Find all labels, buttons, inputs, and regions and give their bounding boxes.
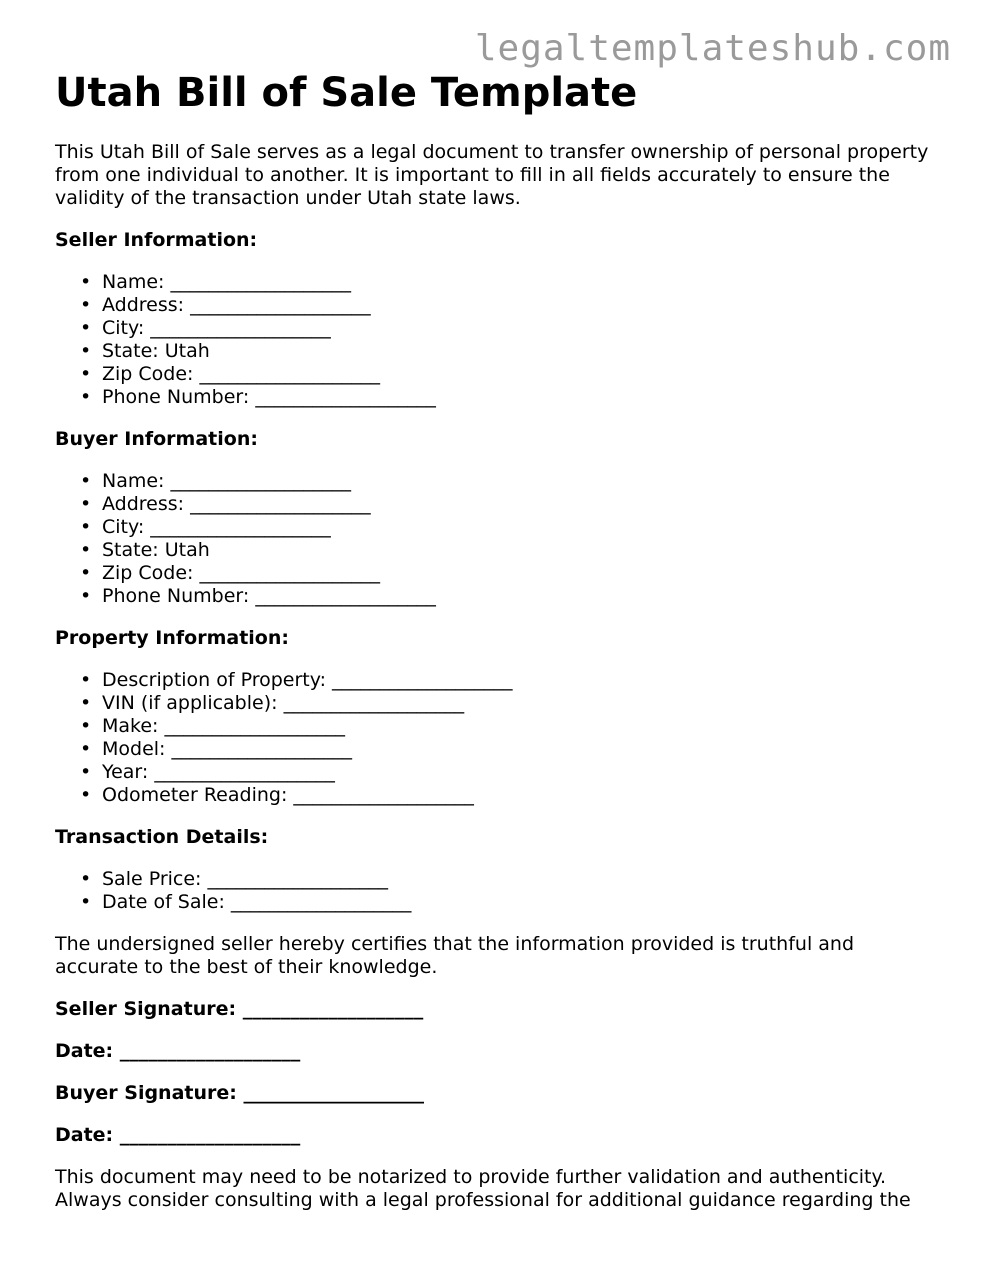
- buyer-name-field: • Name: ___________________: [102, 470, 935, 493]
- seller-address-field: • Address: ___________________: [102, 294, 935, 317]
- seller-name-field: • Name: ___________________: [102, 271, 935, 294]
- closing-paragraph: This document may need to be notarized to provide further validation and authenticity. Always consider consulting with a legal professional for additional guidance regarding the: [55, 1166, 911, 1211]
- sale-price-field: • Sale Price: ___________________: [102, 868, 935, 891]
- transaction-list: [55, 868, 935, 914]
- property-vin-field: • VIN (if applicable): ___________________: [102, 692, 935, 715]
- property-year-field: • Year: ___________________: [102, 761, 935, 784]
- seller-state-field: • State: Utah: [102, 340, 935, 363]
- buyer-city-field: • City: ___________________: [102, 516, 935, 539]
- property-heading: Property Information:: [55, 627, 289, 649]
- buyer-phone-field: • Phone Number: ___________________: [102, 585, 935, 608]
- seller-zip-field: • Zip Code: ___________________: [102, 363, 935, 386]
- seller-phone-field: • Phone Number: ___________________: [102, 386, 935, 409]
- property-make-field: • Make: ___________________: [102, 715, 935, 738]
- seller-heading: Seller Information:: [55, 229, 258, 251]
- page-title: Utah Bill of Sale Template: [55, 70, 638, 116]
- sale-date-field: • Date of Sale: ___________________: [102, 891, 935, 914]
- buyer-address-field: • Address: ___________________: [102, 493, 935, 516]
- property-odometer-field: • Odometer Reading: ___________________: [102, 784, 935, 807]
- buyer-zip-field: • Zip Code: ___________________: [102, 562, 935, 585]
- transaction-heading: Transaction Details:: [55, 826, 269, 848]
- buyer-list: [55, 470, 935, 608]
- document-body: [55, 68, 935, 1212]
- intro-paragraph: This Utah Bill of Sale serves as a legal document to transfer ownership of personal property from one individual to another. It is important to fill in all fields accurately to ensure the validity of the transaction under Utah state laws.: [55, 141, 929, 209]
- watermark: legaltemplateshub.com: [474, 28, 951, 69]
- buyer-signature-line: Buyer Signature: ___________________: [55, 1082, 424, 1104]
- property-model-field: • Model: ___________________: [102, 738, 935, 761]
- buyer-date-line: Date: ___________________: [55, 1124, 301, 1146]
- buyer-state-field: • State: Utah: [102, 539, 935, 562]
- buyer-heading: Buyer Information:: [55, 428, 258, 450]
- certification-paragraph: The undersigned seller hereby certifies that the information provided is truthful and accurate to the best of their knowledge.: [55, 933, 855, 978]
- seller-date-line: Date: ___________________: [55, 1040, 301, 1062]
- property-list: [55, 669, 935, 807]
- seller-city-field: • City: ___________________: [102, 317, 935, 340]
- seller-signature-line: Seller Signature: ___________________: [55, 998, 424, 1020]
- property-description-field: • Description of Property: ___________________: [102, 669, 935, 692]
- seller-list: [55, 271, 935, 409]
